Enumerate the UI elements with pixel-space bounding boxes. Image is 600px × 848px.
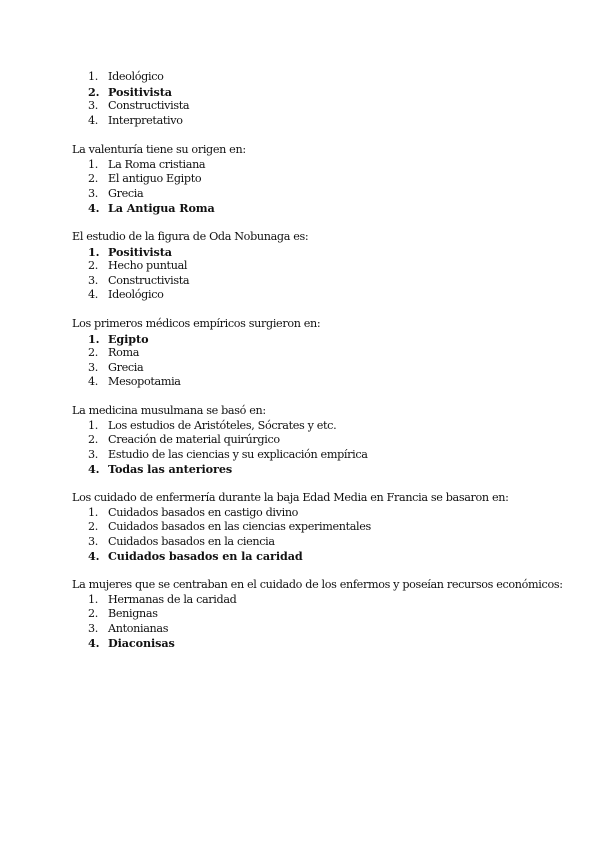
option-number: 2.: [88, 172, 98, 186]
option-number: 1.: [88, 331, 100, 346]
option-number: 4.: [88, 549, 100, 564]
option-number: 1.: [88, 157, 98, 171]
option-label: Todas las anteriores: [108, 462, 233, 477]
option-number: 1.: [88, 505, 98, 519]
option-number: 3.: [88, 447, 98, 461]
option-number: 3.: [88, 186, 98, 200]
option-label: La Antigua Roma: [108, 201, 215, 216]
option-number: 4.: [88, 288, 98, 302]
option-number: 3.: [88, 360, 98, 374]
option-label: Constructivista: [108, 99, 190, 113]
question-text: Los cuidado de enfermería durante la baja Edad Media en Francia se basaron en:: [72, 491, 509, 504]
option-number: 3.: [88, 534, 98, 548]
option-number: 2.: [88, 259, 98, 273]
option-label: Estudio de las ciencias y su explicación empírica: [108, 447, 368, 461]
option-number: 1.: [88, 592, 98, 606]
option-label: Grecia: [108, 360, 144, 374]
option-label: Mesopotamia: [108, 375, 181, 389]
option-label: Roma: [108, 346, 140, 360]
question-text: Los primeros médicos empíricos surgieron en:: [72, 317, 321, 330]
option-number: 2.: [88, 520, 98, 534]
option-label: Ideológico: [108, 70, 164, 83]
option-label: Egipto: [108, 331, 149, 346]
question-text: La medicina musulmana se basó en:: [72, 404, 266, 417]
option-label: Diaconisas: [108, 636, 175, 651]
option-label: Hecho puntual: [108, 259, 188, 273]
option-number: 2.: [88, 607, 98, 621]
option-label: Cuidados basados en la ciencia: [108, 534, 275, 548]
option-number: 2.: [88, 433, 98, 447]
option-number: 4.: [88, 636, 100, 651]
option-label: Los estudios de Aristóteles, Sócrates y etc.: [108, 418, 337, 432]
option-number: 3.: [88, 621, 98, 635]
option-label: Hermanas de la caridad: [108, 592, 237, 606]
option-number: 4.: [88, 113, 98, 127]
option-label: Grecia: [108, 186, 144, 200]
option-label: Interpretativo: [108, 113, 183, 127]
option-label: Benignas: [108, 607, 158, 621]
option-label: Cuidados basados en la caridad: [108, 549, 303, 564]
option-label: Cuidados basados en castigo divino: [108, 505, 299, 519]
option-number: 4.: [88, 375, 98, 389]
option-number: 1.: [88, 244, 100, 259]
question-text: La valenturía tiene su origen en:: [72, 143, 246, 156]
option-label: Cuidados basados en las ciencias experimentales: [108, 520, 371, 534]
option-number: 2.: [88, 84, 100, 99]
option-number: 4.: [88, 201, 100, 216]
option-label: Positivista: [108, 84, 172, 99]
option-number: 3.: [88, 99, 98, 113]
option-number: 2.: [88, 346, 98, 360]
option-number: 1.: [88, 418, 98, 432]
option-label: Constructivista: [108, 273, 190, 287]
option-label: Ideológico: [108, 288, 164, 302]
option-number: 3.: [88, 273, 98, 287]
option-label: Creación de material quirúrgico: [108, 433, 280, 447]
question-text: La mujeres que se centraban en el cuidado de los enfermos y poseían recursos económicos:: [72, 578, 563, 591]
option-label: El antiguo Egipto: [108, 172, 202, 186]
option-label: Positivista: [108, 244, 172, 259]
option-label: La Roma cristiana: [108, 157, 206, 171]
option-number: 1.: [88, 70, 98, 83]
question-text: El estudio de la figura de Oda Nobunaga es:: [72, 230, 309, 243]
option-number: 4.: [88, 462, 100, 477]
option-label: Antonianas: [108, 621, 169, 635]
